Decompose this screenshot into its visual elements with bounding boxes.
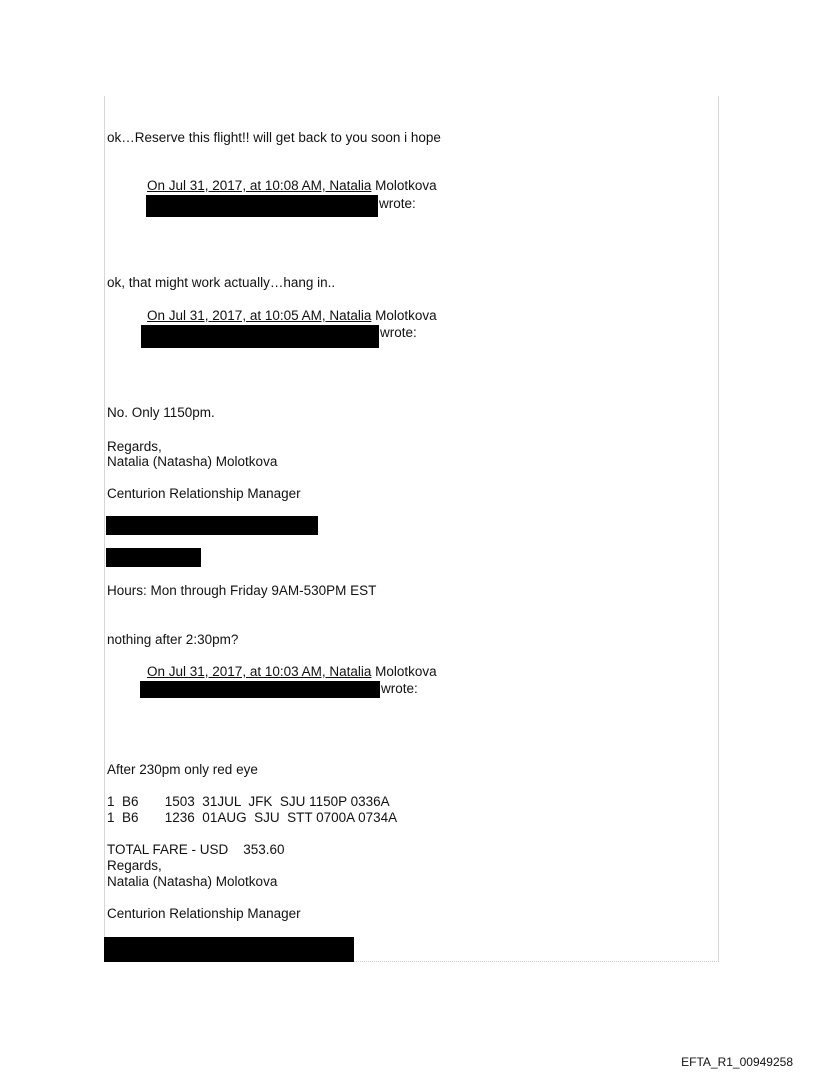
redaction-block — [146, 195, 378, 217]
redaction-block — [141, 325, 379, 348]
quote-header — [147, 178, 437, 194]
flight-line: 1 B6 1236 01AUG SJU STT 0700A 0734A — [107, 810, 398, 825]
quote-wrote: wrote: — [379, 196, 416, 211]
signature-name: Natalia (Natasha) Molotkova — [107, 454, 278, 469]
signature-hours: Hours: Mon through Friday 9AM-530PM EST — [107, 583, 377, 598]
message-body: After 230pm only red eye — [107, 762, 258, 777]
total-fare: TOTAL FARE - USD 353.60 — [107, 842, 285, 857]
quote-header-name: Molotkova — [371, 308, 437, 323]
signature-role: Centurion Relationship Manager — [107, 906, 301, 921]
signature-name: Natalia (Natasha) Molotkova — [107, 874, 278, 889]
signature-regards: Regards, — [107, 858, 162, 873]
message-body: No. Only 1150pm. — [107, 405, 215, 420]
quote-header-date: On Jul 31, 2017, at 10:08 AM, Natalia — [147, 178, 372, 193]
quote-header — [147, 308, 437, 324]
quote-wrote: wrote: — [380, 325, 417, 340]
signature-role: Centurion Relationship Manager — [107, 486, 301, 501]
redaction-block — [104, 937, 354, 962]
redaction-block — [106, 516, 318, 535]
message-body: ok…Reserve this flight!! will get back to you soon i hope — [107, 130, 441, 145]
quote-header-date: On Jul 31, 2017, at 10:05 AM, Natalia — [147, 308, 372, 323]
redaction-block — [140, 681, 380, 698]
quote-header-date: On Jul 31, 2017, at 10:03 AM, Natalia — [147, 664, 372, 679]
signature-regards: Regards, — [107, 439, 162, 454]
message-body: ok, that might work actually…hang in.. — [107, 275, 336, 290]
document-id: EFTA_R1_00949258 — [681, 1055, 793, 1069]
quote-header-name: Molotkova — [371, 664, 437, 679]
redaction-block — [106, 548, 201, 567]
flight-line: 1 B6 1503 31JUL JFK SJU 1150P 0336A — [107, 794, 390, 809]
quote-wrote: wrote: — [381, 681, 418, 696]
quote-header — [147, 664, 437, 680]
message-body: nothing after 2:30pm? — [107, 632, 239, 647]
quote-header-name: Molotkova — [371, 178, 437, 193]
